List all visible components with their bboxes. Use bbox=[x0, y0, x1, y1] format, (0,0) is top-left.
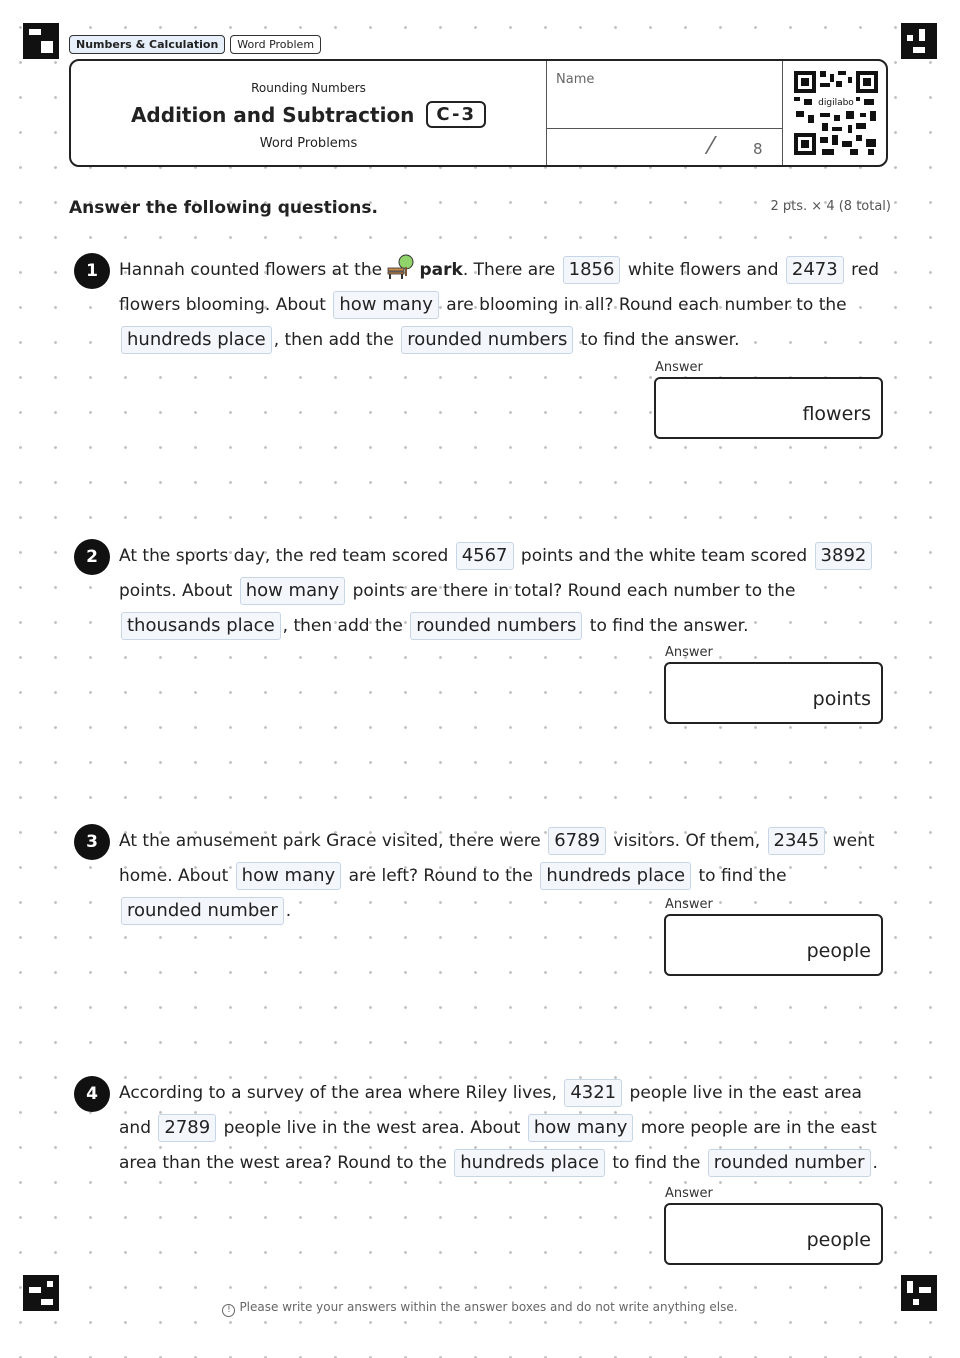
text: points are there in total? Round each number to the bbox=[347, 581, 796, 601]
answer-box[interactable] bbox=[664, 1203, 883, 1265]
question-number: 3 bbox=[74, 824, 110, 860]
corner-marker-top-right bbox=[901, 23, 937, 59]
page-title bbox=[71, 101, 546, 128]
question-text bbox=[119, 539, 889, 644]
answer-unit: people bbox=[806, 1229, 871, 1251]
divider bbox=[547, 128, 782, 129]
keyword-place: hundreds place bbox=[540, 862, 691, 890]
keyword-how-many: how many bbox=[236, 862, 342, 890]
text: points. About bbox=[119, 581, 238, 601]
value-west-area: 2789 bbox=[158, 1114, 216, 1142]
park-bench-tree-icon bbox=[387, 254, 419, 280]
text: more people are in the east area than the west area? Round to the bbox=[119, 1118, 877, 1173]
text: people live in the west area. About bbox=[218, 1118, 526, 1138]
value-east-area: 4321 bbox=[564, 1079, 622, 1107]
footer-note bbox=[0, 1300, 960, 1317]
keyword-place: thousands place bbox=[121, 612, 281, 640]
keyword-rounded: rounded number bbox=[121, 897, 284, 925]
name-score-area bbox=[546, 61, 783, 165]
text: . bbox=[872, 1153, 878, 1173]
answer-box[interactable] bbox=[654, 377, 883, 439]
category-tag: Numbers & Calculation bbox=[69, 35, 225, 54]
keyword-rounded: rounded numbers bbox=[410, 612, 582, 640]
keyword-place: hundreds place bbox=[121, 326, 272, 354]
corner-marker-top-left bbox=[23, 23, 59, 59]
answer-box[interactable] bbox=[664, 662, 883, 724]
answer-unit: points bbox=[812, 688, 871, 710]
text: According to a survey of the area where Riley lives, bbox=[119, 1083, 563, 1103]
answer-unit: people bbox=[806, 940, 871, 962]
question-number: 1 bbox=[74, 253, 110, 289]
instructions: Answer the following questions. bbox=[69, 198, 378, 218]
text: people live in the east area and bbox=[119, 1083, 862, 1138]
score-total: 8 bbox=[753, 140, 763, 158]
info-icon: ! bbox=[222, 1304, 235, 1317]
keyword-how-many: how many bbox=[528, 1114, 634, 1142]
category-tags bbox=[69, 35, 321, 54]
answer-label: Answer bbox=[655, 360, 703, 375]
text: Hannah counted flowers at the bbox=[119, 260, 388, 280]
keyword-rounded: rounded numbers bbox=[401, 326, 573, 354]
text: . There are bbox=[462, 260, 561, 280]
answer-label: Answer bbox=[665, 645, 713, 660]
points-info: 2 pts. × 4 (8 total) bbox=[770, 199, 891, 214]
question-text bbox=[119, 1076, 889, 1181]
footer-text: Please write your answers within the answer boxes and do not write anything else. bbox=[239, 1300, 738, 1314]
text: points and the white team scored bbox=[515, 546, 813, 566]
question-number: 4 bbox=[74, 1076, 110, 1112]
type-tag: Word Problem bbox=[230, 35, 321, 54]
keyword-rounded: rounded number bbox=[708, 1149, 871, 1177]
park-word: park bbox=[419, 260, 463, 280]
qr-label: digilabo bbox=[818, 98, 854, 108]
keyword-how-many: how many bbox=[333, 291, 439, 319]
question-text bbox=[119, 253, 889, 358]
keyword-place: hundreds place bbox=[454, 1149, 605, 1177]
worksheet-header bbox=[69, 59, 888, 167]
text: , then add the bbox=[273, 330, 400, 350]
value-red-flowers: 2473 bbox=[786, 256, 844, 284]
question-number: 2 bbox=[74, 539, 110, 575]
value-red-team: 4567 bbox=[456, 542, 514, 570]
answer-box[interactable] bbox=[664, 914, 883, 976]
worksheet-type: Word Problems bbox=[259, 136, 358, 151]
score-slash: / bbox=[703, 133, 718, 158]
text: white flowers and bbox=[622, 260, 784, 280]
value-went-home: 2345 bbox=[768, 827, 826, 855]
text: . bbox=[285, 901, 292, 921]
text: to find the bbox=[693, 866, 787, 886]
text: are blooming in all? Round each number to the bbox=[440, 295, 847, 315]
answer-label: Answer bbox=[665, 897, 713, 912]
text: to find the answer. bbox=[575, 330, 740, 350]
keyword-how-many: how many bbox=[240, 577, 346, 605]
answer-unit: flowers bbox=[802, 403, 871, 425]
text: visitors. Of them, bbox=[608, 831, 766, 851]
text: At the sports day, the red team scored bbox=[119, 546, 454, 566]
title-block bbox=[71, 61, 546, 165]
text: , then add the bbox=[282, 616, 409, 636]
title-text: Addition and Subtraction bbox=[130, 102, 415, 127]
text: are left? Round to the bbox=[343, 866, 539, 886]
topic-subtitle: Rounding Numbers bbox=[251, 81, 366, 95]
text: to find the answer. bbox=[584, 616, 749, 636]
text: At the amusement park Grace visited, there were bbox=[119, 831, 547, 851]
answer-label: Answer bbox=[665, 1186, 713, 1201]
qr-code-icon bbox=[794, 71, 878, 155]
value-white-flowers: 1856 bbox=[563, 256, 621, 284]
name-label: Name bbox=[556, 72, 595, 87]
value-white-team: 3892 bbox=[815, 542, 873, 570]
worksheet-code: C-3 bbox=[426, 101, 486, 128]
text: went home. About bbox=[119, 831, 875, 886]
text: red flowers blooming. About bbox=[119, 260, 879, 315]
text: to find the bbox=[606, 1153, 706, 1173]
value-visitors: 6789 bbox=[548, 827, 606, 855]
